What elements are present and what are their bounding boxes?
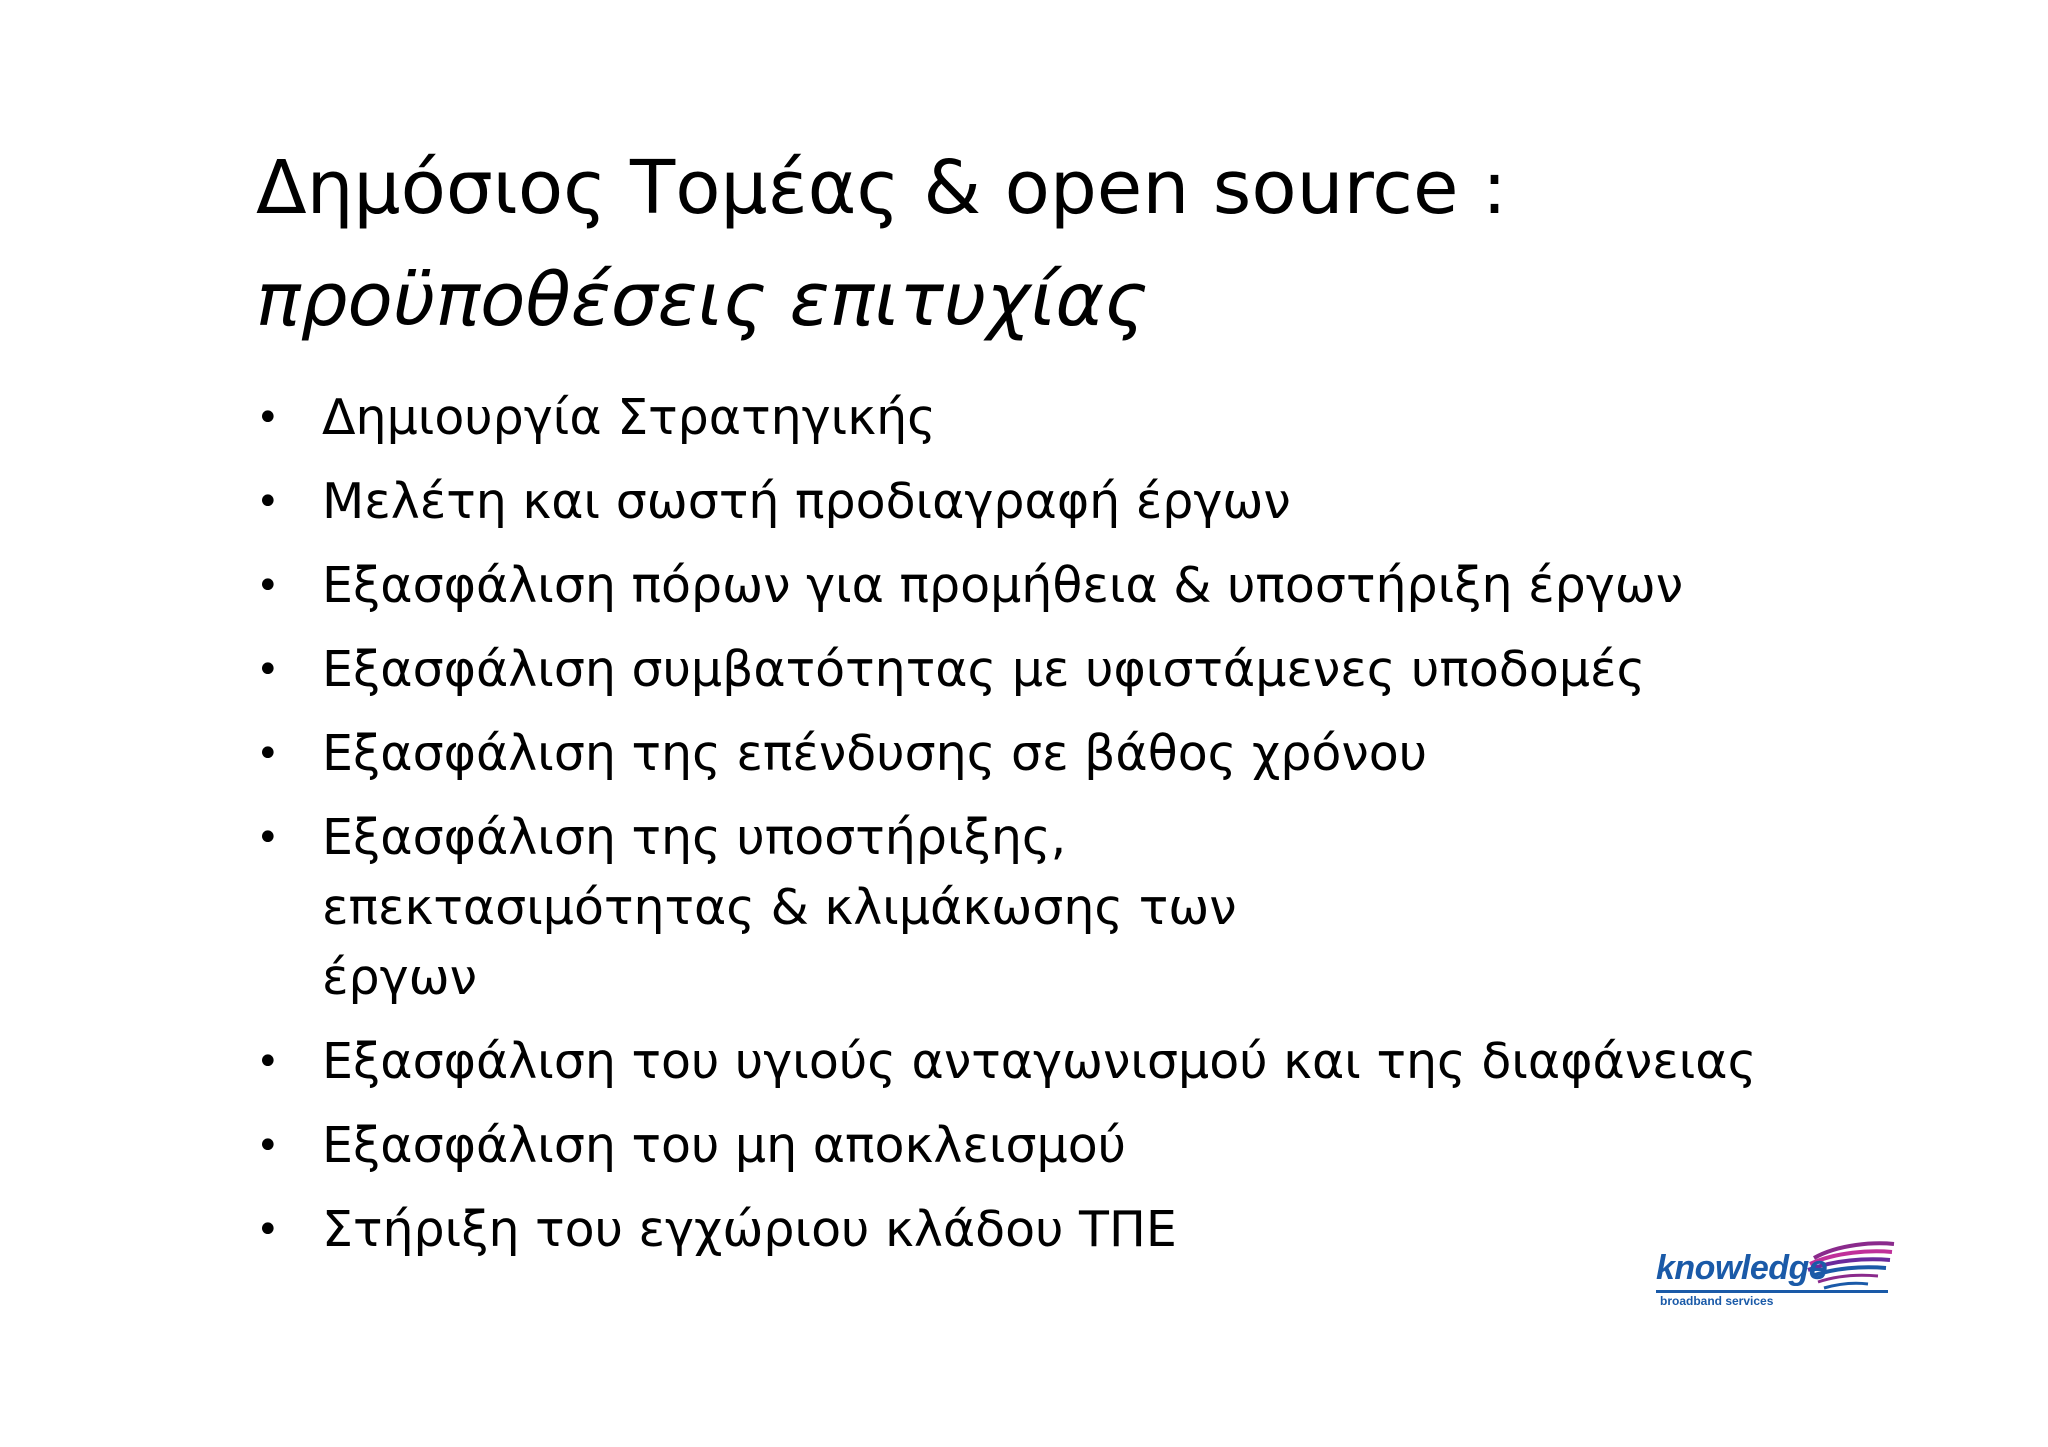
title-line-subtitle: προϋποθέσεις επιτυχίας bbox=[256, 257, 1148, 343]
bullet-text: Εξασφάλιση της επένδυσης σε βάθος χρόνου bbox=[322, 725, 1428, 782]
bullet-text: Εξασφάλιση του υγιούς ανταγωνισμού και της διαφάνειας bbox=[322, 1033, 1757, 1090]
bullet-item bbox=[256, 467, 1856, 537]
bullet-marker: • bbox=[256, 563, 280, 609]
slide-title bbox=[256, 132, 1856, 356]
logo-subtitle: broadband services bbox=[1660, 1294, 1774, 1308]
bullet-text: Στήριξη του εγχώριου κλάδου ΤΠΕ bbox=[322, 1201, 1177, 1258]
bullet-item bbox=[256, 383, 1856, 453]
bullet-marker: • bbox=[256, 1123, 280, 1169]
bullet-marker: • bbox=[256, 815, 280, 861]
bullet-text: Εξασφάλιση της υποστήριξης, επεκτασιμότητας & κλιμάκωσης των έργων bbox=[322, 809, 1237, 1006]
bullet-item bbox=[256, 1027, 1856, 1097]
title-line-main: Δημόσιος Τομέας & open source : bbox=[256, 145, 1507, 231]
bullet-marker: • bbox=[256, 731, 280, 777]
logo-wordmark: knowledge bbox=[1656, 1249, 1828, 1287]
bullet-item bbox=[256, 803, 1856, 1013]
logo-underline bbox=[1656, 1290, 1888, 1293]
bullet-text: Δημιουργία Στρατηγικής bbox=[322, 389, 936, 446]
bullet-marker: • bbox=[256, 1039, 280, 1085]
bullet-marker: • bbox=[256, 395, 280, 441]
bullet-text: Εξασφάλιση του μη αποκλεισμού bbox=[322, 1117, 1127, 1174]
bullet-text: Εξασφάλιση πόρων για προμήθεια & υποστήριξη έργων bbox=[322, 557, 1684, 614]
bullet-list bbox=[256, 383, 1856, 1279]
bullet-item bbox=[256, 1111, 1856, 1181]
bullet-text: Μελέτη και σωστή προδιαγραφή έργων bbox=[322, 473, 1291, 530]
bullet-marker: • bbox=[256, 647, 280, 693]
bullet-text: Εξασφάλιση συμβατότητας με υφιστάμενες υποδομές bbox=[322, 641, 1646, 698]
bullet-item bbox=[256, 551, 1856, 621]
bullet-item bbox=[256, 1195, 1856, 1265]
knowledge-logo bbox=[1656, 1238, 1896, 1322]
bullet-marker: • bbox=[256, 479, 280, 525]
bullet-item bbox=[256, 719, 1856, 789]
bullet-item bbox=[256, 635, 1856, 705]
bullet-marker: • bbox=[256, 1207, 280, 1253]
